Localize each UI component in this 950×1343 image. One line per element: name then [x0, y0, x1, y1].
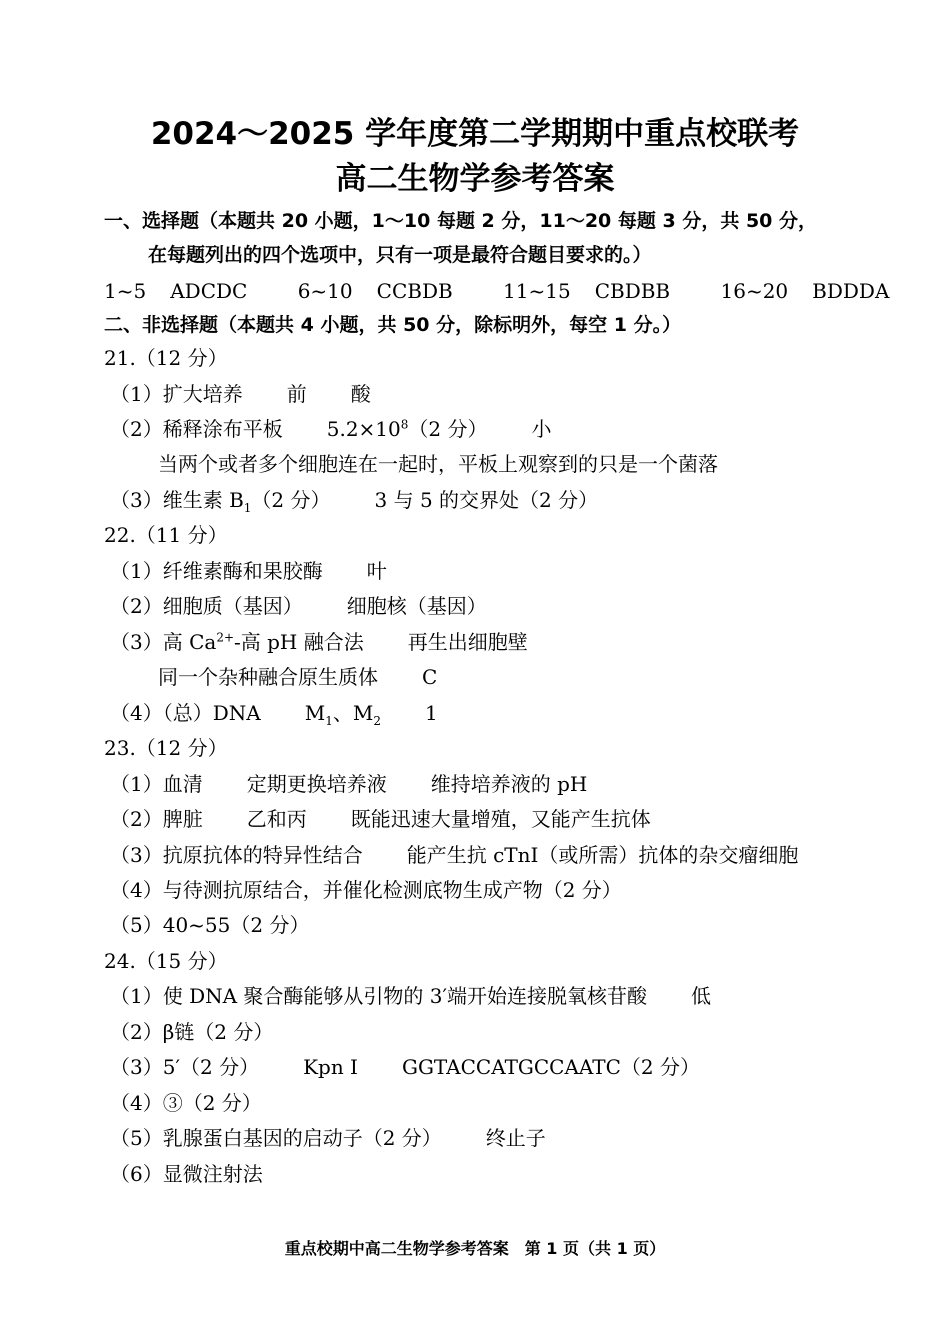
answer-text: （5）乳腺蛋白基因的启动子（2 分） [110, 1126, 442, 1150]
mc-answer: BDDDA [812, 279, 890, 303]
answer-text: （1）扩大培养 [110, 382, 243, 406]
q22-answer-4 [110, 700, 438, 726]
subscript: 2 [373, 714, 381, 728]
section2-header: 二、非选择题（本题共 4 小题，共 50 分，除标明外，每空 1 分。） [104, 314, 682, 336]
q21-answer-2b: 当两个或者多个细胞连在一起时，平板上观察到的只是一个菌落 [158, 452, 718, 476]
doc-subtitle: 高二生物学参考答案 [335, 161, 615, 197]
subscript: 1 [243, 501, 252, 515]
answer-text: 低 [691, 984, 712, 1008]
answer-text: 1 [424, 701, 438, 725]
mc-range: 1~5 [104, 279, 147, 303]
answer-text: 终止子 [485, 1126, 546, 1150]
answer-text: 同一个杂种融合原生质体 [158, 665, 378, 689]
mc-range: 6~10 [297, 279, 353, 303]
answer-text: （3）高 Ca [110, 630, 217, 654]
superscript: 2+ [216, 630, 235, 645]
answer-text: 前 [286, 382, 307, 406]
q23-answer-5: （5）40~55（2 分） [110, 913, 310, 937]
doc-title: 2024～2025 学年度第二学期期中重点校联考 [150, 116, 800, 152]
answer-text: 维持培养液的 pH [430, 772, 588, 796]
q23-header: 23.（12 分） [104, 736, 228, 760]
section1-header: 一、选择题（本题共 20 小题，1～10 每题 2 分，11～20 每题 3 分，共 50 分， [104, 210, 818, 232]
q22-answer-3b [158, 664, 437, 690]
answer-text: 小 [531, 417, 552, 441]
q24-answer-4: （4）③（2 分） [110, 1091, 262, 1115]
answer-text: （4）（总）DNA [110, 701, 261, 725]
answer-text: （1）使 DNA 聚合酶能够从引物的 3′端开始连接脱氧核苷酸 [110, 984, 648, 1008]
q24-header: 24.（15 分） [104, 949, 228, 973]
answer-text: （1）纤维素酶和果胶酶 [110, 559, 323, 583]
q21-answer-1 [110, 381, 371, 407]
mc-answer: ADCDC [170, 279, 248, 303]
answer-text: （3）抗原抗体的特异性结合 [110, 843, 363, 867]
q24-answer-5 [110, 1125, 546, 1151]
q23-answer-2 [110, 806, 651, 832]
answer-text: -高 pH 融合法 [234, 630, 364, 654]
q21-header: 21.（12 分） [104, 346, 228, 370]
superscript: 8 [400, 417, 409, 432]
answer-text: （1）血清 [110, 772, 203, 796]
q23-answer-3 [110, 842, 798, 868]
answer-text: 、M [332, 701, 374, 725]
mc-answer: CCBDB [376, 279, 453, 303]
answer-text: 细胞核（基因） [346, 594, 487, 618]
q24-answer-6: （6）显微注射法 [110, 1162, 263, 1186]
page-footer: 重点校期中高二生物学参考答案 第 1 页（共 1 页） [284, 1239, 666, 1258]
q21-answer-3 [110, 487, 598, 513]
mc-answer: CBDBB [594, 279, 671, 303]
answer-text: （3）维生素 B [110, 488, 244, 512]
q23-answer-1 [110, 771, 587, 797]
answer-text: 再生出细胞壁 [407, 630, 528, 654]
answer-text: （2 分） [251, 488, 331, 512]
q24-answer-1 [110, 983, 711, 1009]
answer-text: 叶 [366, 559, 387, 583]
subscript: 1 [325, 714, 333, 728]
answer-text: （2）细胞质（基因） [110, 594, 303, 618]
q22-answer-1 [110, 558, 387, 584]
section1-header-cont: 在每题列出的四个选项中，只有一项是最符合题目要求的。） [148, 244, 652, 266]
mc-range: 11~15 [503, 279, 571, 303]
answer-text: （2 分） [408, 417, 488, 441]
answer-text: 能产生抗 cTnI（或所需）抗体的杂交瘤细胞 [406, 843, 799, 867]
q23-answer-4: （4）与待测抗原结合，并催化检测底物生成产物（2 分） [110, 878, 622, 902]
q22-header: 22.（11 分） [104, 523, 228, 547]
q24-answer-3 [110, 1054, 700, 1080]
answer-text: 定期更换培养液 [246, 772, 387, 796]
answer-text: 5.2×10 [326, 417, 401, 441]
mc-answers [104, 278, 889, 304]
answer-text: M [304, 701, 326, 725]
answer-text: （2）脾脏 [110, 807, 203, 831]
answer-text: GGTACCATGCCAATC（2 分） [401, 1055, 701, 1079]
answer-text: C [422, 665, 438, 689]
q22-answer-3 [110, 629, 528, 655]
q24-answer-2: （2）β链（2 分） [110, 1020, 274, 1044]
q22-answer-2 [110, 593, 487, 619]
mc-range: 16~20 [720, 279, 789, 303]
answer-text: （2）稀释涂布平板 [110, 417, 283, 441]
answer-text: 乙和丙 [246, 807, 307, 831]
answer-text: （3）5′（2 分） [110, 1055, 260, 1079]
answer-text: 3 与 5 的交界处（2 分） [374, 488, 599, 512]
answer-text: 既能迅速大量增殖，又能产生抗体 [350, 807, 651, 831]
answer-text: Kpn I [303, 1055, 358, 1079]
answer-text: 酸 [350, 382, 371, 406]
q21-answer-2 [110, 416, 551, 442]
